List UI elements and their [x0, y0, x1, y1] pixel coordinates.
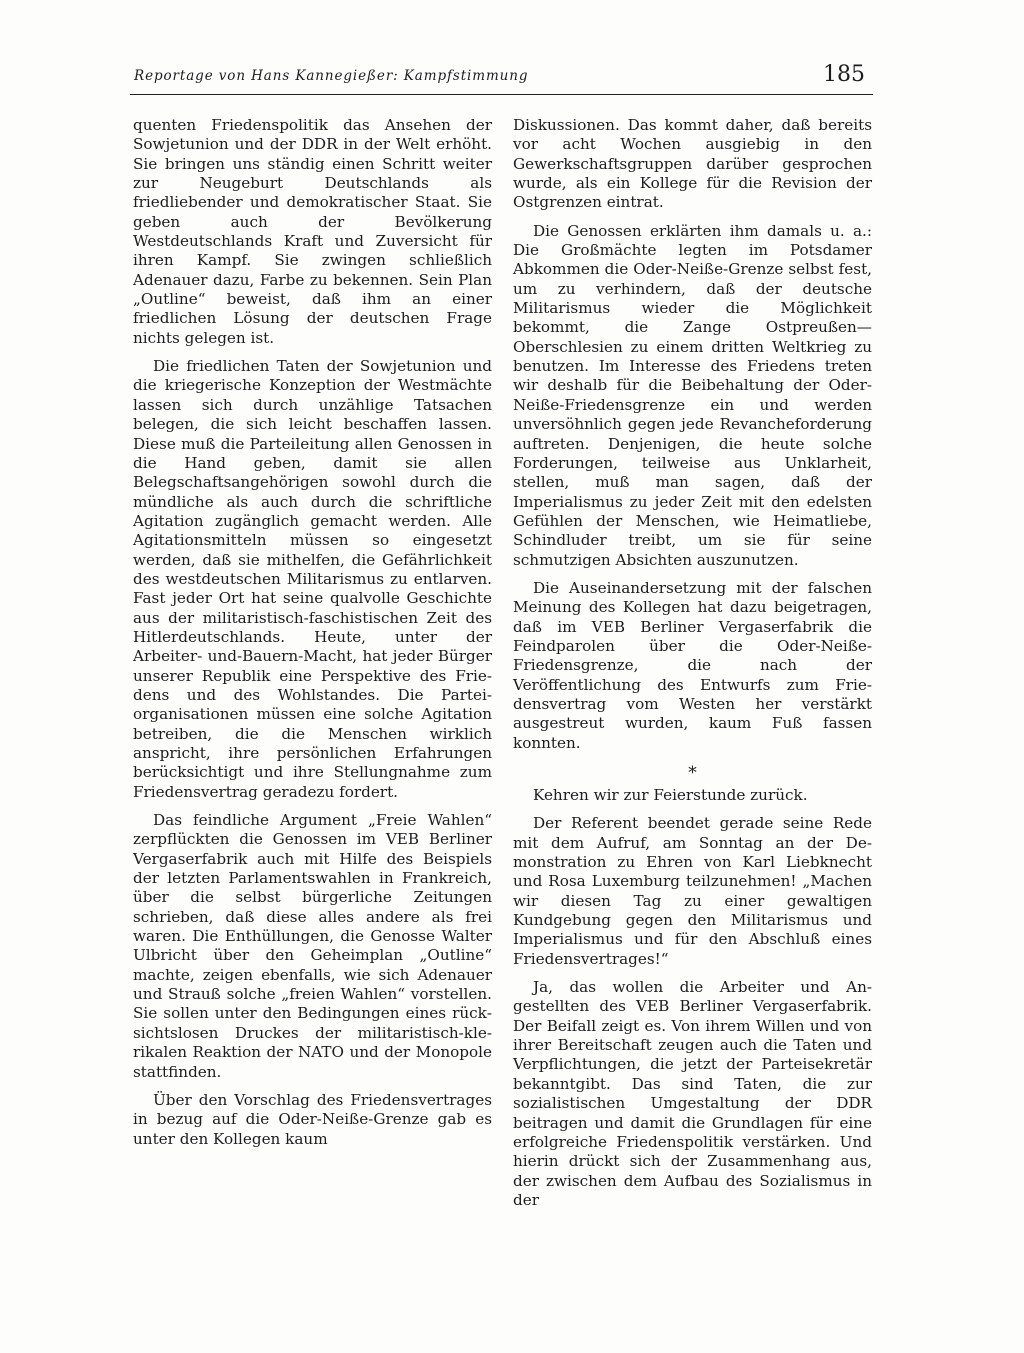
paragraph: Die Auseinandersetzung mit der falschen Meinung des Kollegen hat dazu beigetragen, daß im VEB Berliner Vergaserfabrik die Feindparolen über die Oder-Neiße-Friedensgrenze, die nach der Veröffentlichung des Entwurfs zum Friedensvertrag vom Westen her verstärkt ausgestreut wurden, kaum Fuß fassen konnten. [513, 578, 872, 752]
running-title: Reportage von Hans Kannegießer: Kampfstimmung [134, 68, 529, 84]
paragraph: Diskussionen. Das kommt daher, daß bereits vor acht Wochen ausgiebig in den Gewerkschaftsgruppen darüber gesprochen wurde, als ein Kollege für die Revision der Ostgrenzen eintrat. [513, 116, 872, 212]
paragraph: Die Genossen erklärten ihm damals u. a.: Die Großmächte legten im Potsdamer Abkommen die Oder-Neiße-Grenze selbst fest, um zu verhindern, daß der deutsche Militarismus wieder die Möglichkeit bekommt, die Zange Ostpreußen—Oberschlesien zu einem dritten Weltkrieg zu benutzen. Im Interesse des Friedens treten wir deshalb für die Beibehaltung der Oder-Neiße-Friedensgrenze ein und werden unversöhnlich gegen jede Revancheforderung auftreten. Denjenigen, die heute solche Forderungen, teilweise aus Unklarheit, stellen, muß man sagen, daß der Imperialismus zu jeder Zeit mit den edelsten Gefühlen der Menschen, wie Heimatliebe, Schindluder treibt, um sie für seine schmutzigen Absichten auszunutzen. [513, 221, 872, 569]
right-column [513, 116, 872, 1219]
paragraph: Die friedlichen Taten der Sowjetunion und die kriegerische Konzeption der Westmächte lassen sich durch unzählige Tatsachen belegen, die sich leicht beschaffen lassen. Diese muß die Parteileitung allen Genossen in die Hand geben, damit sie allen Belegschaftsangehörigen sowohl durch die mündliche als auch durch die schriftliche Agitation zugänglich gemacht werden. Alle Agitationsmitteln müssen so eingesetzt werden, daß sie mithelfen, die Gefährlichkeit des westdeutschen Militarismus zu entlarven. Fast jeder Ort hat seine qualvolle Geschichte aus der militaristisch-faschistischen Zeit des Hitlerdeutschlands. Heute, unter der Arbeiter- und-Bauern-Macht, hat jeder Bürger unserer Republik eine Perspektive des Friedens und des Wohlstandes. Die Parteiorganisationen müssen eine solche Agitation betreiben, die die Menschen wirklich anspricht, ihre persönlichen Erfahrungen berücksichtigt und ihre Stellungnahme zum Friedensvertrag geradezu fordert. [133, 357, 492, 801]
paragraph: Das feindliche Argument „Freie Wahlen“ zerpflückten die Genossen im VEB Berliner Vergaserfabrik auch mit Hilfe des Beispiels der letzten Parlamentswahlen in Frankreich, über die selbst bürgerliche Zeitungen schrieben, daß diese alles andere als frei waren. Die Enthüllungen, die Genosse Walter Ulbricht über den Geheimplan „Outline“ machte, zeigen ebenfalls, wie sich Adenauer und Strauß solche „freien Wahlen“ vorstellen. Sie sollen unter den Bedingungen eines rücksichtslosen Druckes der militaristisch-klerikalen Reaktion der NATO und der Monopole stattfinden. [133, 811, 492, 1081]
paragraph: quenten Friedenspolitik das Ansehen der Sowjetunion und der DDR in der Welt erhöht. Sie bringen uns ständig einen Schritt weiter zur Neugeburt Deutschlands als friedliebender und demokratischer Staat. Sie geben auch der Bevölkerung Westdeutschlands Kraft und Zuversicht für ihren Kampf. Sie zwingen schließlich Adenauer dazu, Farbe zu bekennen. Sein Plan „Outline“ beweist, daß ihm an einer friedlichen Lösung der deutschen Frage nichts gelegen ist. [133, 116, 492, 347]
paragraph: Der Referent beendet gerade seine Rede mit dem Aufruf, am Sonntag an der Demonstration zu Ehren von Karl Liebknecht und Rosa Luxemburg teilzunehmen! „Machen wir diesen Tag zu einer gewaltigen Kundgebung gegen den Militarismus und Imperialismus und für den Abschluß eines Friedensvertrages!“ [513, 814, 872, 968]
left-column [133, 116, 492, 1158]
running-head [130, 62, 873, 92]
paragraph: Ja, das wollen die Arbeiter und Angestellten des VEB Berliner Vergaserfabrik. Der Beifall zeigt es. Von ihrem Willen und von ihrer Bereitschaft zeugen auch die Taten und Verpflichtungen, die jetzt der Parteisekretär bekanntgibt. Das sind Taten, die zur sozialistischen Umgestaltung der DDR beitragen und damit die Grundlagen für eine erfolgreiche Friedenspolitik verstärken. Und hierin drückt sich der Zusammenhang aus, der zwischen dem Aufbau des Sozialismus in der [513, 978, 872, 1209]
paragraph: Über den Vorschlag des Friedensvertrages in bezug auf die Oder-Neiße-Grenze gab es unter den Kollegen kaum [133, 1090, 492, 1148]
section-separator: * [688, 763, 697, 783]
page-number: 185 [823, 62, 865, 87]
header-rule [130, 94, 873, 95]
paragraph: Kehren wir zur Feierstunde zurück. [533, 786, 808, 804]
